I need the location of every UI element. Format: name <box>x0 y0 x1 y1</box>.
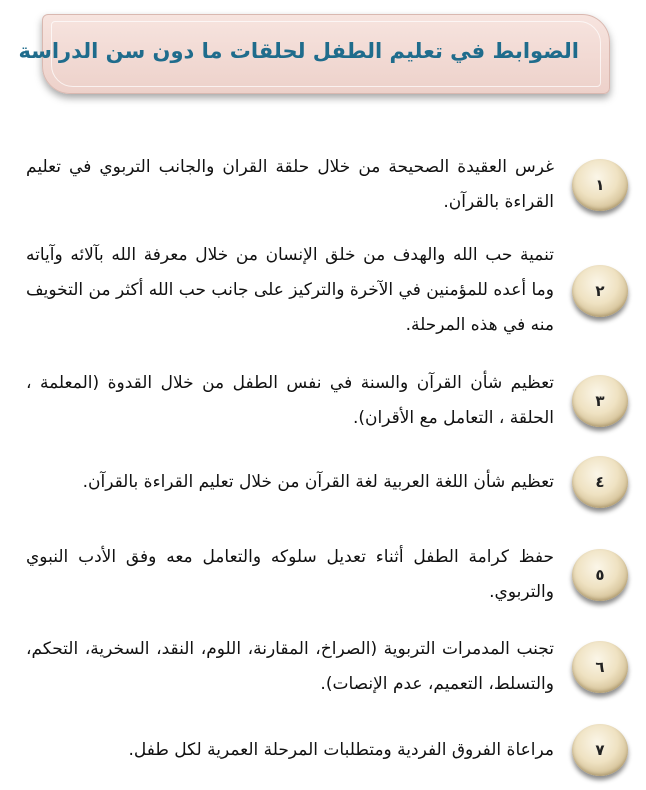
list-item-text: حفظ كرامة الطفل أثناء تعديل سلوكه والتعامل معه وفق الأدب النبوي والتربوي. <box>26 547 554 602</box>
number-badge-5 <box>568 545 628 605</box>
list-item-text: تعظيم شأن اللغة العربية لغة القرآن من خلال تعليم القراءة بالقرآن. <box>82 471 554 492</box>
list-item-text: مراعاة الفروق الفردية ومتطلبات المرحلة العمرية لكل طفل. <box>128 739 554 760</box>
list-item-text: تجنب المدمرات التربوية (الصراخ، المقارنة، اللوم، النقد، السخرية، التحكم، والتسلط، التعميم، عدم الإنصات). <box>26 639 554 694</box>
number-label: ٣ <box>572 375 628 427</box>
number-badge-4 <box>568 452 628 512</box>
number-label: ٦ <box>572 641 628 693</box>
number-badge-3 <box>568 371 628 431</box>
number-badge-7 <box>568 720 628 780</box>
list-item-2 <box>26 238 628 343</box>
list-item-4 <box>26 452 628 512</box>
list-item-6 <box>26 632 628 702</box>
number-label: ٧ <box>572 724 628 776</box>
list-item-text: غرس العقيدة الصحيحة من خلال حلقة القران والجانب التربوي في تعليم القراءة بالقرآن. <box>26 157 554 212</box>
number-label: ١ <box>572 159 628 211</box>
page-title: الضوابط في تعليم الطفل لحلقات ما دون سن الدراسة <box>18 39 579 63</box>
list-item-1 <box>26 150 628 220</box>
list-item-3 <box>26 366 628 436</box>
number-label: ٥ <box>572 549 628 601</box>
number-badge-2 <box>568 261 628 321</box>
list-item-5 <box>26 540 628 610</box>
number-label: ٤ <box>572 456 628 508</box>
list-item-7 <box>26 720 628 780</box>
title-banner <box>18 14 610 94</box>
number-label: ٢ <box>572 265 628 317</box>
number-badge-1 <box>568 155 628 215</box>
list-item-text: تعظيم شأن القرآن والسنة في نفس الطفل من خلال القدوة (المعلمة ، الحلقة ، التعامل مع الأقران). <box>26 373 554 428</box>
list-item-text: تنمية حب الله والهدف من خلق الإنسان من خلال معرفة الله بآلائه وآياته وما أعده للمؤمنين في الآخرة والتركيز على جانب حب الله أكثر من التخويف منه في هذه المرحلة. <box>26 245 554 335</box>
number-badge-6 <box>568 637 628 697</box>
